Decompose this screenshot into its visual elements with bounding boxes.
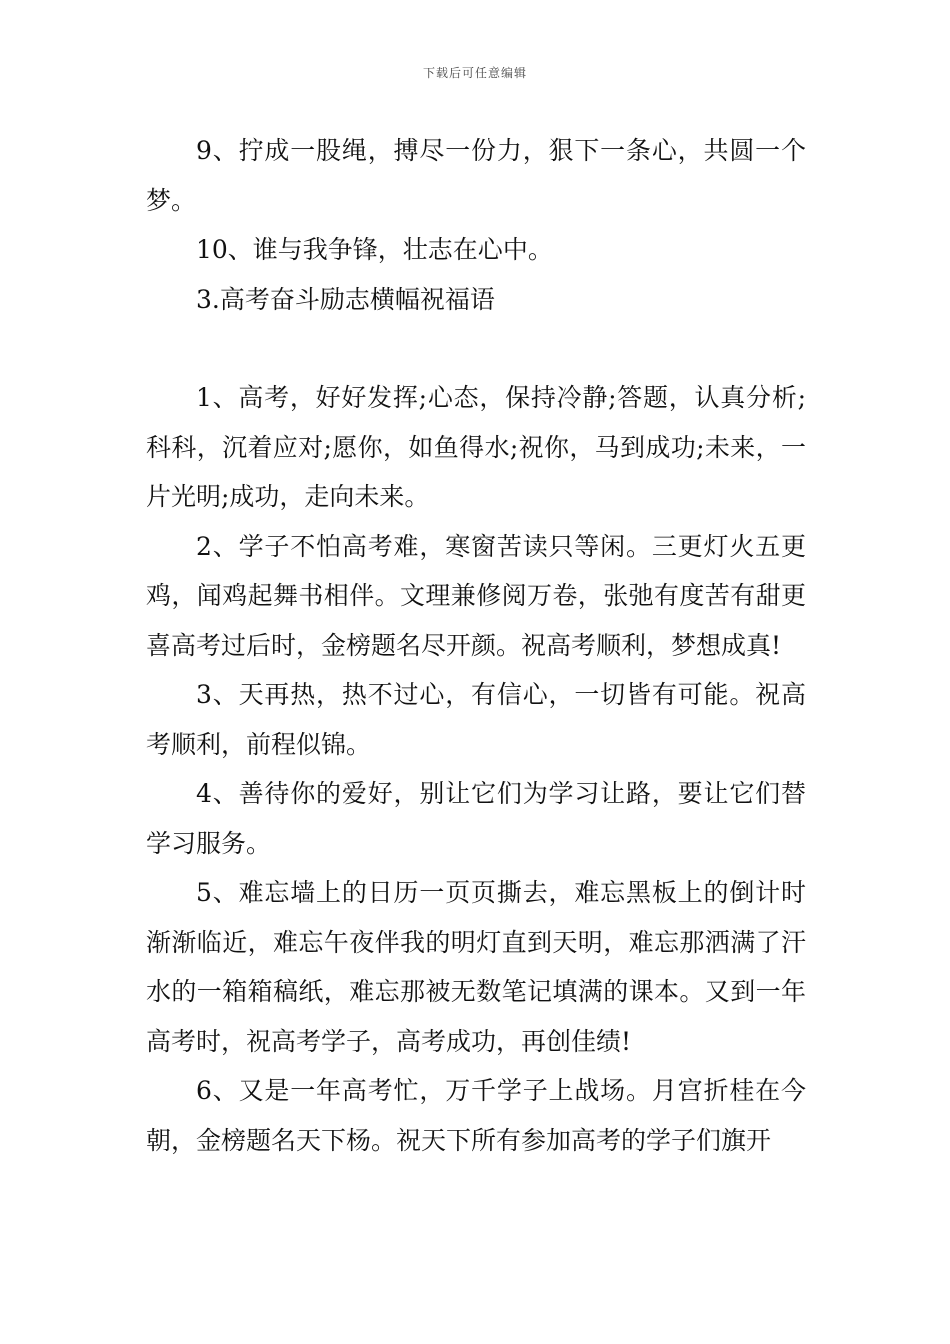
section-heading: 3.高考奋斗励志横幅祝福语 bbox=[196, 284, 495, 314]
paragraph-item-5: 5、难忘墙上的日历一页页撕去，难忘黑板上的倒计时渐渐临近，难忘午夜伴我的明灯直到天明，难忘那洒满了汗水的一箱箱稿纸，难忘那被无数笔记填满的课本。又到一年高考时，祝高考学子，高考成功，再创佳绩! bbox=[146, 878, 806, 1056]
blank-line bbox=[146, 324, 806, 373]
paragraph-item-4: 4、善待你的爱好，别让它们为学习让路，要让它们替学习服务。 bbox=[146, 779, 806, 858]
paragraph-item-6: 6、又是一年高考忙，万千学子上战场。月宫折桂在今朝，金榜题名天下杨。祝天下所有参加高考的学子们旗开 bbox=[146, 1076, 806, 1155]
page-header-note: 下载后可任意编辑 bbox=[422, 66, 527, 80]
paragraph-item-1: 1、高考，好好发挥;心态，保持冷静;答题，认真分析;科科，沉着应对;愿你，如鱼得水;祝你，马到成功;未来，一片光明;成功，走向未来。 bbox=[146, 383, 806, 511]
paragraph-item-2: 2、学子不怕高考难，寒窗苦读只等闲。三更灯火五更鸡，闻鸡起舞书相伴。文理兼修阅万卷，张弛有度苦有甜更喜高考过后时，金榜题名尽开颜。祝高考顺利，梦想成真! bbox=[146, 531, 806, 660]
paragraph-item-10: 10、谁与我争锋，壮志在心中。 bbox=[196, 235, 553, 264]
document-body bbox=[146, 126, 806, 1165]
paragraph-item-3: 3、天再热，热不过心，有信心，一切皆有可能。祝高考顺利，前程似锦。 bbox=[146, 680, 806, 759]
paragraph-item-9: 9、拧成一股绳，搏尽一份力，狠下一条心，共圆一个梦。 bbox=[146, 136, 806, 215]
